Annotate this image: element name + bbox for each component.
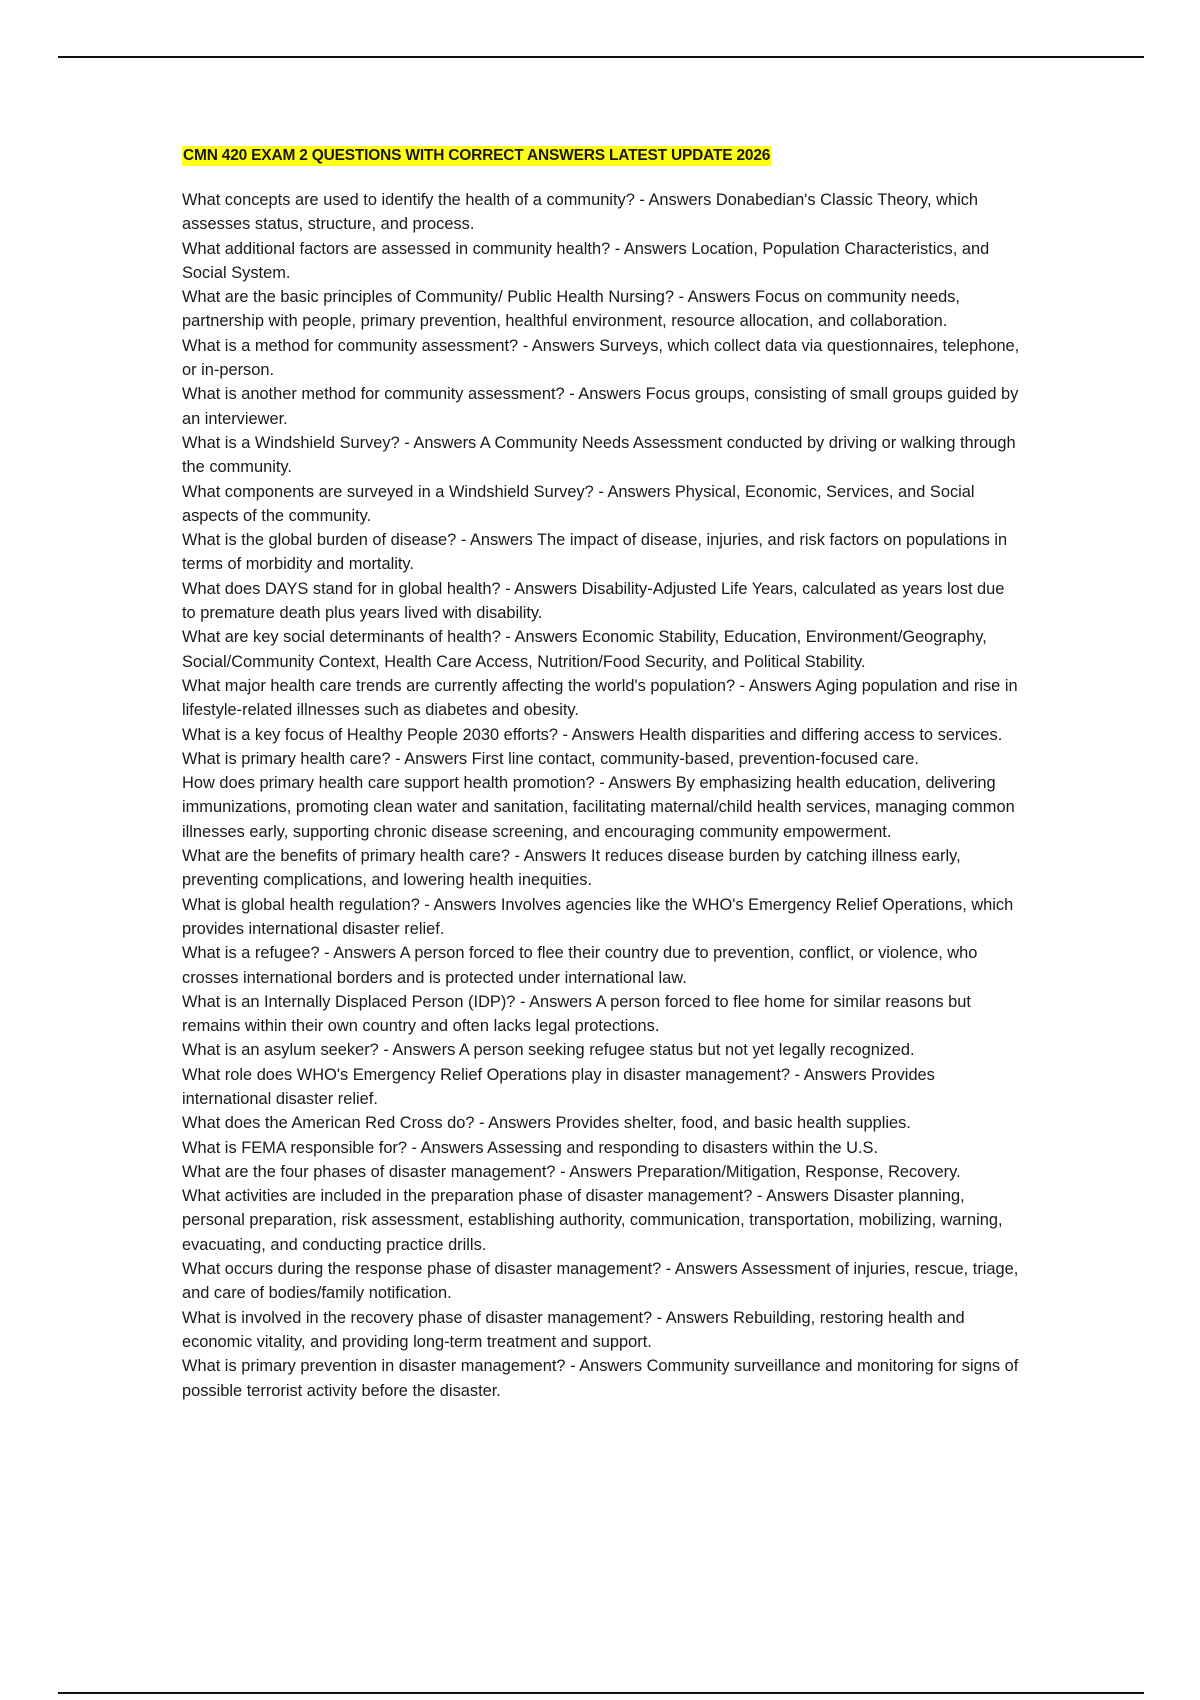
qa-item: What major health care trends are currently affecting the world's population? - Answers Aging population and rise in lifestyle-related illnesses such as diabetes and obesity. <box>182 676 1018 720</box>
qa-list <box>182 188 1022 1403</box>
qa-item: What is another method for community assessment? - Answers Focus groups, consisting of small groups guided by an interviewer. <box>182 385 1019 428</box>
qa-item: What is a Windshield Survey? - Answers A Community Needs Assessment conducted by driving or walking through the community. <box>182 433 1016 477</box>
qa-item: What are the four phases of disaster management? - Answers Preparation/Mitigation, Response, Recovery. <box>182 1162 961 1181</box>
qa-item: What is global health regulation? - Answers Involves agencies like the WHO's Emergency Relief Operations, which provides international disaster relief. <box>182 895 1014 938</box>
qa-item: What role does WHO's Emergency Relief Operations play in disaster management? - Answers Provides international disaster relief. <box>182 1065 935 1108</box>
qa-item: What is primary prevention in disaster management? - Answers Community surveillance and monitoring for signs of possible terrorist activity before the disaster. <box>182 1357 1019 1400</box>
qa-item: What is FEMA responsible for? - Answers Assessing and responding to disasters within the U.S. <box>182 1138 879 1157</box>
page-bottom-rule <box>58 1692 1144 1694</box>
qa-item: What is primary health care? - Answers First line contact, community-based, prevention-focused care. <box>182 749 919 768</box>
qa-item: What is a key focus of Healthy People 2030 efforts? - Answers Health disparities and differing access to services. <box>182 725 1003 744</box>
qa-item: What components are surveyed in a Windshield Survey? - Answers Physical, Economic, Services, and Social aspects of the community. <box>182 482 975 525</box>
document-page <box>182 146 1022 1403</box>
document-title: CMN 420 EXAM 2 QUESTIONS WITH CORRECT ANSWERS LATEST UPDATE 2026 <box>183 147 771 164</box>
qa-item: What is a method for community assessment? - Answers Surveys, which collect data via questionnaires, telephone, or in-person. <box>182 336 1020 380</box>
qa-item: What does DAYS stand for in global health? - Answers Disability-Adjusted Life Years, calculated as years lost due to premature death plus years lived with disability. <box>182 579 1005 623</box>
qa-item: What is involved in the recovery phase of disaster management? - Answers Rebuilding, restoring health and economic vitality, and providing long-term treatment and support. <box>182 1308 965 1351</box>
qa-item: What is an Internally Displaced Person (IDP)? - Answers A person forced to flee home for similar reasons but remains within their own country and often lacks legal protections. <box>182 992 971 1036</box>
page-top-rule <box>58 56 1144 58</box>
qa-item: What occurs during the response phase of disaster management? - Answers Assessment of injuries, rescue, triage, and care of bodies/family notification. <box>182 1260 1019 1303</box>
qa-item: What activities are included in the preparation phase of disaster management? - Answers Disaster planning, personal preparation, risk assessment, establishing authority, communication, transportation, mobilizing, warning, evacuating, and conducting practice drills. <box>182 1187 1003 1254</box>
qa-item: What does the American Red Cross do? - Answers Provides shelter, food, and basic health supplies. <box>182 1114 911 1133</box>
qa-item: How does primary health care support health promotion? - Answers By emphasizing health education, delivering immunizations, promoting clean water and sanitation, facilitating maternal/child health services, managing common illnesses early, supporting chronic disease screening, and encouraging community empowerment. <box>182 774 1015 841</box>
qa-item: What are the benefits of primary health care? - Answers It reduces disease burden by catching illness early, preventing complications, and lowering health inequities. <box>182 847 961 890</box>
qa-item: What is an asylum seeker? - Answers A person seeking refugee status but not yet legally recognized. <box>182 1041 915 1060</box>
qa-item: What concepts are used to identify the health of a community? - Answers Donabedian's Classic Theory, which assesses status, structure, and process. <box>182 191 979 234</box>
qa-item: What is a refugee? - Answers A person forced to flee their country due to prevention, conflict, or violence, who crosses international borders and is protected under international law. <box>182 944 978 987</box>
qa-item: What additional factors are assessed in community health? - Answers Location, Population Characteristics, and Social System. <box>182 239 990 282</box>
qa-item: What is the global burden of disease? - Answers The impact of disease, injuries, and risk factors on populations in terms of morbidity and mortality. <box>182 531 1008 574</box>
qa-item: What are the basic principles of Community/ Public Health Nursing? - Answers Focus on community needs, partnership with people, primary prevention, healthful environment, resource allocation, and collaboration. <box>182 288 960 331</box>
qa-item: What are key social determinants of health? - Answers Economic Stability, Education, Environment/Geography, Social/Community Context, Health Care Access, Nutrition/Food Security, and Political Stability. <box>182 628 987 671</box>
